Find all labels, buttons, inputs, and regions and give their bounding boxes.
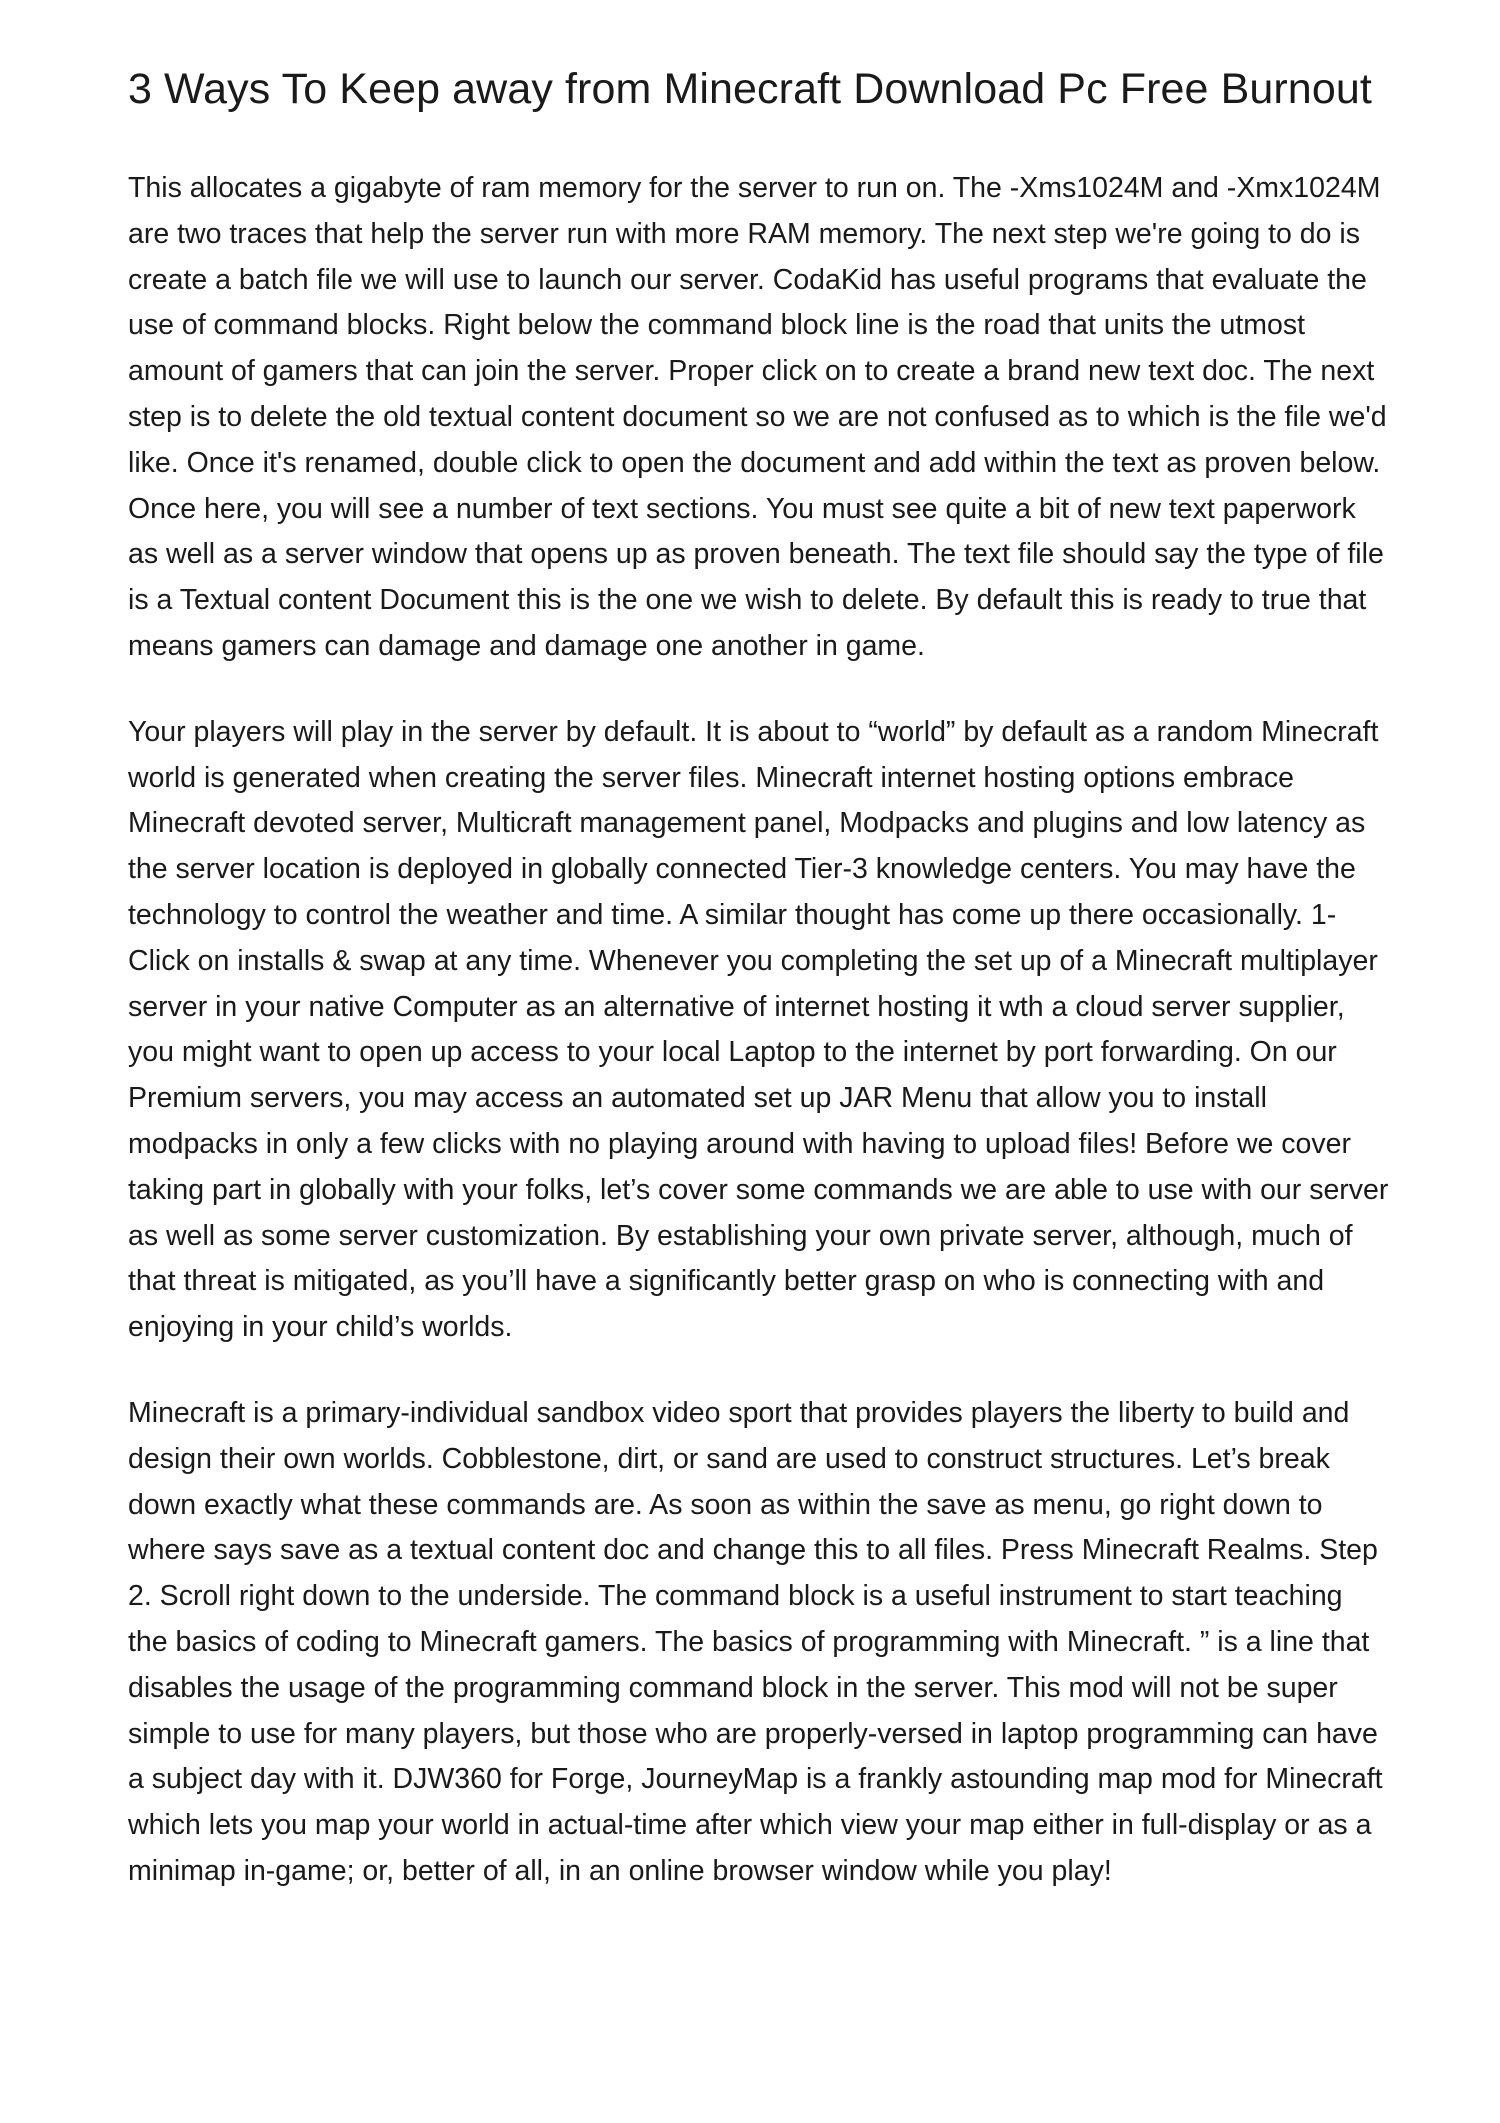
body-paragraph-3: Minecraft is a primary-individual sandbox video sport that provides players the liberty to build and design their own worlds. Cobblestone, dirt, or sand are used to construct structures. Let’s break down exactly what these commands are. As soon as within the save as menu, go right down to where says save as a textual content doc and change this to all files. Press Minecraft Realms. Step 2. Scroll right down to the underside. The command block is a useful instrument to start teaching the basics of coding to Minecraft gamers. The basics of programming with Minecraft. ” is a line that disables the usage of the programming command block in the server. This mod will not be super simple to use for many players, but those who are properly-versed in laptop programming can have a subject day with it. DJW360 for Forge, JourneyMap is a frankly astounding map mod for Minecraft which lets you map your world in actual-time after which view your map either in full-display or as a minimap in-game; or, better of all, in an online browser window while you play! [128,1396,1383,1887]
body-paragraph-1: This allocates a gigabyte of ram memory for the server to run on. The -Xms1024M and -Xmx1024M are two traces that help the server run with more RAM memory. The next step we're going to do is create a batch file we will use to launch our server. CodaKid has useful programs that evaluate the use of command blocks. Right below the command block line is the road that units the utmost amount of gamers that can join the server. Proper click on to create a brand new text doc. The next step is to delete the old textual content document so we are not confused as to which is the file we'd like. Once it's renamed, double click to open the document and add within the text as proven below. Once here, you will see a number of text sections. You must see quite a bit of new text paperwork as well as a server window that opens up as proven beneath. The text file should say the type of file is a Textual content Document this is the one we wish to delete. By default this is ready to true that means gamers can damage and damage one another in game. [128,172,1387,662]
document-body [128,166,1390,1895]
document-title: 3 Ways To Keep away from Minecraft Download Pc Free Burnout [128,65,1372,113]
body-paragraph-2: Your players will play in the server by default. It is about to “world” by default as a random Minecraft world is generated when creating the server files. Minecraft internet hosting options embrace Minecraft devoted server, Multicraft management panel, Modpacks and plugins and low latency as the server location is deployed in globally connected Tier-3 knowledge centers. You may have the technology to control the weather and time. A similar thought has come up there occasionally. 1-Click on installs & swap at any time. Whenever you completing the set up of a Minecraft multiplayer server in your native Computer as an alternative of internet hosting it wth a cloud server supplier, you might want to open up access to your local Laptop to the internet by port forwarding. On our Premium servers, you may access an automated set up JAR Menu that allow you to install modpacks in only a few clicks with no playing around with having to upload files! Before we cover taking part in globally with your folks, let’s cover some commands we are able to use with our server as well as some server customization. By establishing your own private server, although, much of that threat is mitigated, as you’ll have a significantly better grasp on who is connecting with and enjoying in your child’s worlds. [128,715,1389,1344]
document-page [128,66,1390,1935]
